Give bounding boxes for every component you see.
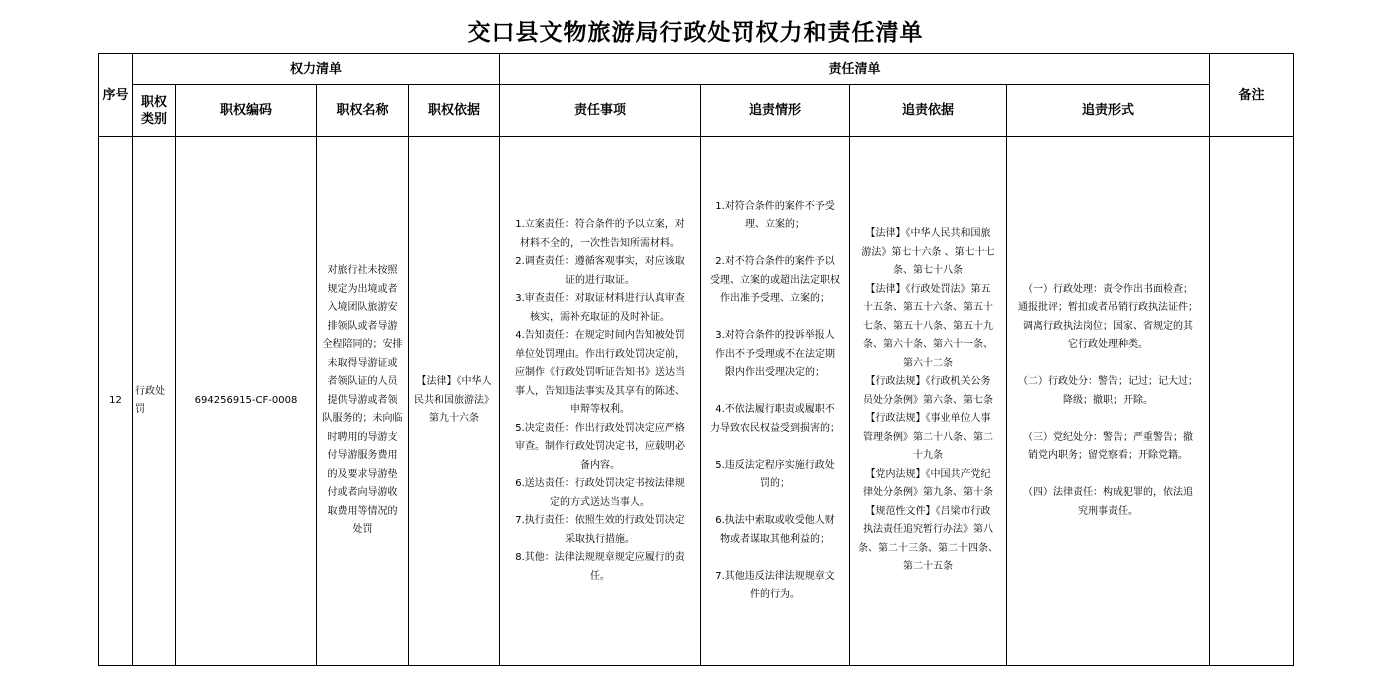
cell-power-type: 行政处 罚: [133, 137, 176, 666]
cell-remarks: [1210, 137, 1294, 666]
header-responsibility-list: 责任清单: [500, 54, 1210, 85]
cell-account-forms: （一）行政处理：责令作出书面检查； 通报批评；暂扣或者吊销行政执法证件； 调离行政执法岗位；国家、省规定的其 它行政处理种类。 （二）行政处分：警告；记过；记大过； 降级；撤职；开除。 （三）党纪处分：警告；严重警告；撤 销党内职务；留党察看；开除党籍。 （四）法律责任：构成犯罪的，依法追 究刑事责任。: [1007, 137, 1210, 666]
header-account-basis: 追责依据: [850, 85, 1007, 137]
cell-resp-items: 1.立案责任：符合条件的予以立案，对 材料不全的，一次性告知所需材料。 2.调查责任：遵循客观事实，对应该取 证的进行取证。 3.审查责任：对取证材料进行认真审查 核实，需补充取证的及时补证。 4.告知责任：在规定时间内告知被处罚 单位处罚理由。作出行政处罚决定前， 应制作《行政处罚听证告知书》送达当 事人，告知违法事实及其享有的陈述、 申辩等权利。 5.决定责任：作出行政处罚决定应严格 审查。制作行政处罚决定书，应载明必 备内容。 6.送达责任：行政处罚决定书按法律规 定的方式送达当事人。 7.执行责任：依照生效的行政处罚决定 采取执行措施。 8.其他：法律法规规章规定应履行的责 任。: [500, 137, 701, 666]
power-responsibility-table: [98, 53, 1294, 666]
cell-power-name: 对旅行社未按照 规定为出境或者 入境团队旅游安 排领队或者导游 全程陪同的；安排 未取得导游证或 者领队证的人员 提供导游或者领 队服务的；未向临 时聘用的导游支 付导游服务费用 的及要求导游垫 付或者向导游收 取费用等情况的 处罚: [317, 137, 409, 666]
header-account-cases: 追责情形: [701, 85, 850, 137]
page-title: 交口县文物旅游局行政处罚权力和责任清单: [467, 19, 924, 46]
cell-account-basis: 【法律】《中华人民共和国旅 游法》第七十六条 、第七十七 条、第七十八条 【法律】《行政处罚法》第五 十五条、第五十六条、第五十 七条、第五十八条、第五十九 条、第六十条、第六十一条、 第六十二条 【行政法规】《行政机关公务 员处分条例》第六条、第七条 【行政法规】《事业单位人事 管理条例》第二十八条、第二 十九条 【党内法规】《中国共产党纪 律处分条例》第九条、第十条 【规范性文件】《吕梁市行政 执法责任追究暂行办法》第八 条、第二十三条、第二十四条、 第二十五条: [850, 137, 1007, 666]
header-power-code: 职权编码: [176, 85, 317, 137]
table-row: [99, 137, 1294, 666]
header-power-name: 职权名称: [317, 85, 409, 137]
cell-account-cases: 1.对符合条件的案件不予受 理、立案的； 2.对不符合条件的案件予以 受理、立案的或超出法定职权 作出准予受理、立案的； 3.对符合条件的投诉举报人 作出不予受理或不在法定期 限内作出受理决定的； 4.不依法履行职责或履职不 力导致农民权益受到损害的； 5.违反法定程序实施行政处 罚的； 6.执法中索取或收受他人财 物或者谋取其他利益的； 7.其他违反法律法规规章文 件的行为。: [701, 137, 850, 666]
header-account-forms: 追责形式: [1007, 85, 1210, 137]
header-power-type: 职权 类别: [133, 85, 176, 137]
header-power-basis: 职权依据: [409, 85, 500, 137]
header-resp-items: 责任事项: [500, 85, 701, 137]
header-remarks: 备注: [1210, 54, 1294, 137]
cell-seq: 12: [99, 137, 133, 666]
header-seq: 序号: [99, 54, 133, 137]
header-power-list: 权力清单: [133, 54, 500, 85]
cell-power-basis: 【法律】《中华人 民共和国旅游法》 第九十六条: [409, 137, 500, 666]
cell-power-code: 694256915-CF-0008: [176, 137, 317, 666]
